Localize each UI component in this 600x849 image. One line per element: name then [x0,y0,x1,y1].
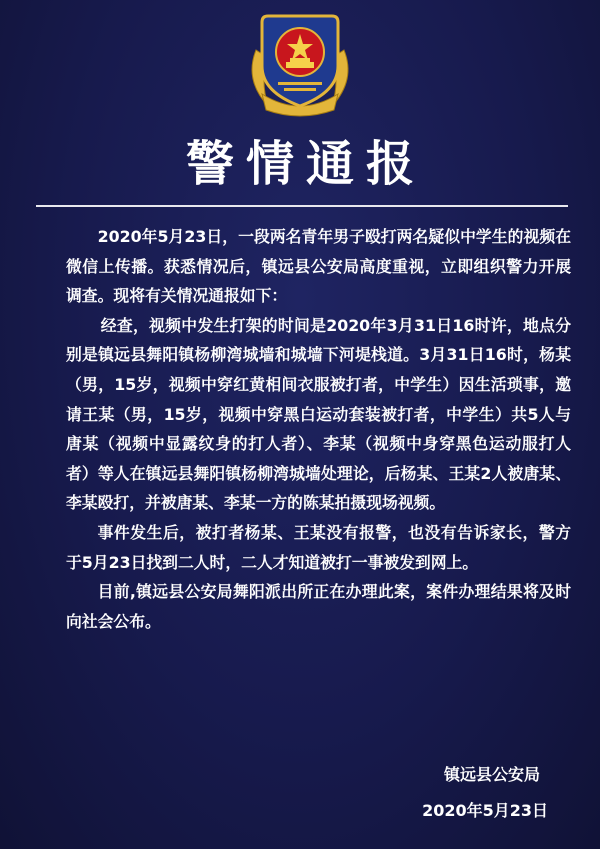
notice-paragraph: 目前,镇远县公安局舞阳派出所正在办理此案，案件办理结果将及时向社会公布。 [66,582,571,631]
issuer-name: 镇远县公安局 [443,765,540,784]
signoff [422,757,548,829]
notice-body [66,222,571,636]
notice-title: 警情通报 [185,136,426,192]
police-emblem [238,10,362,118]
notice-paragraph: 2020年5月23日，一段两名青年男子殴打两名疑似中学生的视频在微信上传播。获悉情况后，镇远县公安局高度重视，立即组织警力开展调查。现将有关情况通报如下： [66,227,571,306]
title-divider [36,205,568,207]
notice-paragraph: 事件发生后，被打者杨某、王某没有报警，也没有告诉家长，警方于5月23日找到二人时，二人才知道被打一事被发到网上。 [66,522,571,572]
notice-paragraph: 经查，视频中发生打架的时间是2020年3月31日16时许，地点分别是镇远县舞阳镇杨柳湾城墙和城墙下河堤栈道。3月31日16时，杨某（男，15岁，视频中穿红黄相间衣服被打者，中学生）因生活琐事，邀请王某（男，15岁，视频中穿黑白运动套装被打者，中学生）共5人与唐某（视频中显露纹身的打人者）、李某（视频中身穿黑色运动服打人者）等人在镇远县舞阳镇杨柳湾城墙处理论，后杨某、王某2人被唐某、李某殴打，并被唐某、李某一方的陈某拍摄现场视频。 [66,315,571,513]
police-emblem-icon [238,10,362,118]
issue-date: 2020年5月23日 [422,801,548,820]
